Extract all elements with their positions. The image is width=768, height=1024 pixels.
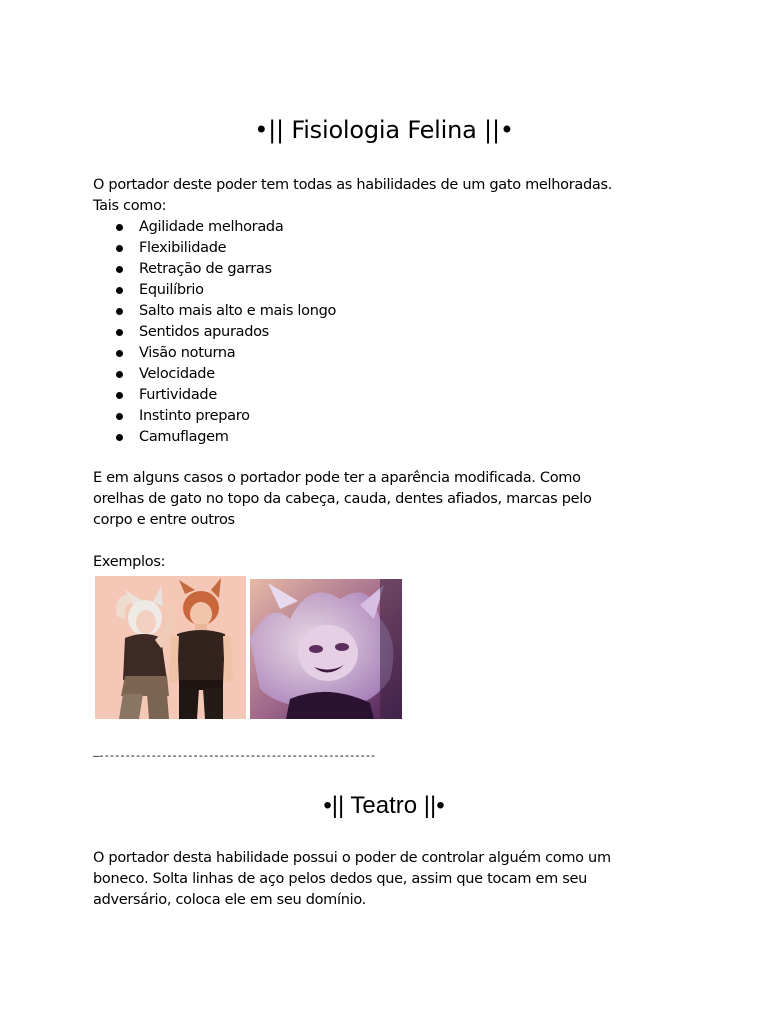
bullet-icon xyxy=(116,392,123,399)
section-title-fisiologia-felina: •|| Fisiologia Felina ||• xyxy=(254,116,514,144)
ability-label: Agilidade melhorada xyxy=(139,219,284,235)
bullet-icon xyxy=(116,308,123,315)
example-illustration-duo xyxy=(95,576,246,719)
ability-label: Visão noturna xyxy=(139,345,236,361)
list-item xyxy=(93,343,336,364)
description-line: boneco. Solta linhas de aço pelos dedos que, assim que tocam em seu xyxy=(93,871,587,887)
description-line: adversário, coloca ele em seu domínio. xyxy=(93,892,366,908)
ability-label: Retração de garras xyxy=(139,261,272,277)
bullet-icon xyxy=(116,434,123,441)
bullet-icon xyxy=(116,350,123,357)
list-item xyxy=(93,280,336,301)
abilities-list xyxy=(93,217,336,448)
section-divider: —----------------------------------------------------- xyxy=(93,749,376,762)
list-item xyxy=(93,406,336,427)
ability-label: Flexibilidade xyxy=(139,240,227,256)
ability-label: Equilíbrio xyxy=(139,282,204,298)
ability-label: Furtividade xyxy=(139,387,217,403)
appearance-line: orelhas de gato no topo da cabeça, cauda, dentes afiados, marcas pelo xyxy=(93,491,592,507)
example-illustration-purple xyxy=(250,579,402,719)
appearance-line: corpo e entre outros xyxy=(93,512,235,528)
bullet-icon xyxy=(116,245,123,252)
ability-label: Salto mais alto e mais longo xyxy=(139,303,337,319)
intro-paragraph xyxy=(93,175,683,217)
appearance-line: E em alguns casos o portador pode ter a aparência modificada. Como xyxy=(93,470,581,486)
teatro-description xyxy=(93,848,683,911)
section-title-teatro: •|| Teatro ||• xyxy=(323,792,445,819)
ability-label: Velocidade xyxy=(139,366,215,382)
list-item xyxy=(93,385,336,406)
bullet-icon xyxy=(116,329,123,336)
bullet-icon xyxy=(116,371,123,378)
bullet-icon xyxy=(116,266,123,273)
bullet-icon xyxy=(116,287,123,294)
list-item xyxy=(93,322,336,343)
list-item xyxy=(93,427,336,448)
ability-label: Camuflagem xyxy=(139,429,229,445)
appearance-paragraph xyxy=(93,468,683,531)
bullet-icon xyxy=(116,413,123,420)
list-item xyxy=(93,259,336,280)
list-item xyxy=(93,238,336,259)
intro-line: Tais como: xyxy=(93,198,167,214)
ability-label: Instinto preparo xyxy=(139,408,250,424)
intro-line: O portador deste poder tem todas as habilidades de um gato melhoradas. xyxy=(93,177,613,193)
list-item xyxy=(93,364,336,385)
examples-label: Exemplos: xyxy=(93,554,166,570)
list-item xyxy=(93,217,336,238)
ability-label: Sentidos apurados xyxy=(139,324,269,340)
bullet-icon xyxy=(116,224,123,231)
description-line: O portador desta habilidade possui o poder de controlar alguém como um xyxy=(93,850,611,866)
list-item xyxy=(93,301,336,322)
